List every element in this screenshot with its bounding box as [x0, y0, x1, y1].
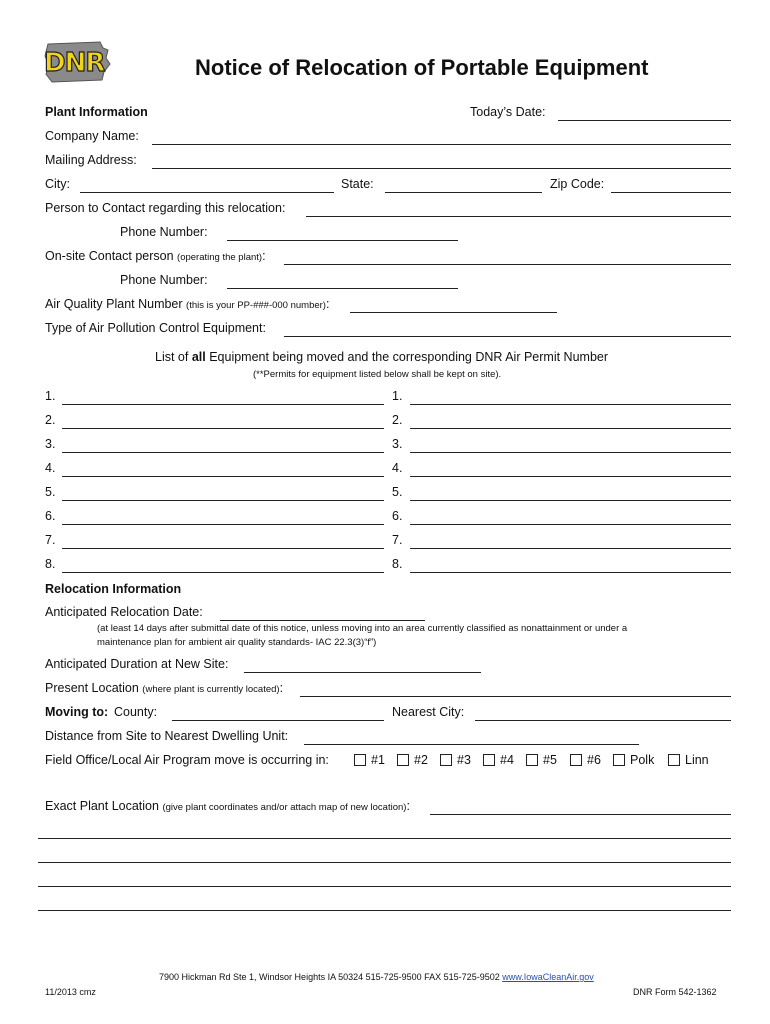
equipment-note: (**Permits for equipment listed below shall be kept on site). — [253, 369, 502, 380]
equipment-right-field-8[interactable] — [410, 572, 731, 573]
equipment-right-field-5[interactable] — [410, 500, 731, 501]
office-checkbox-label-8: Linn — [685, 753, 709, 767]
equipment-left-field-5[interactable] — [62, 500, 384, 501]
exact-location-field[interactable] — [430, 814, 731, 815]
equipment-right-field-7[interactable] — [410, 548, 731, 549]
logo-text: DNR — [44, 48, 105, 78]
office-checkbox-5[interactable] — [526, 754, 538, 766]
present-location-note: (where plant is currently located) — [142, 684, 280, 695]
equipment-left-number-2: 2. — [45, 413, 56, 427]
equipment-right-field-2[interactable] — [410, 428, 731, 429]
onsite-contact-label — [45, 249, 266, 263]
office-checkbox-3[interactable] — [440, 754, 452, 766]
office-checkbox-label-5: #5 — [543, 753, 557, 767]
equipment-left-field-7[interactable] — [62, 548, 384, 549]
equipment-heading-bold: all — [191, 350, 206, 364]
office-checkbox-4[interactable] — [483, 754, 495, 766]
equipment-left-field-8[interactable] — [62, 572, 384, 573]
contact-person-field[interactable] — [306, 216, 731, 217]
mailing-address-field[interactable] — [152, 168, 731, 169]
field-office-label: Field Office/Local Air Program move is occurring in: — [45, 753, 329, 767]
duration-field[interactable] — [244, 672, 481, 673]
county-field[interactable] — [172, 720, 384, 721]
company-name-field[interactable] — [152, 144, 731, 145]
present-location-label — [45, 681, 283, 695]
equipment-left-field-4[interactable] — [62, 476, 384, 477]
office-checkbox-2[interactable] — [397, 754, 409, 766]
phone-number-label: Phone Number: — [120, 225, 208, 239]
equipment-right-number-2: 2. — [392, 413, 403, 427]
onsite-contact-text: On-site Contact person — [45, 249, 174, 263]
equipment-right-field-1[interactable] — [410, 404, 731, 405]
onsite-phone-field[interactable] — [227, 288, 458, 289]
zip-field[interactable] — [611, 192, 731, 193]
office-checkbox-label-6: #6 — [587, 753, 601, 767]
aq-number-label — [45, 297, 329, 311]
equipment-heading-post: Equipment being moved and the corresponding DNR Air Permit Number — [205, 350, 609, 364]
moving-to-label: Moving to: — [45, 705, 109, 719]
equipment-left-number-8: 8. — [45, 557, 56, 571]
equipment-left-number-7: 7. — [45, 533, 56, 547]
date-note-line-2: maintenance plan for ambient air quality standards- IAC 22.3(3)“f”) — [97, 637, 377, 648]
onsite-phone-label: Phone Number: — [120, 273, 208, 287]
exact-location-label — [45, 799, 410, 813]
page-title: Notice of Relocation of Portable Equipment — [195, 55, 649, 80]
dnr-logo — [40, 38, 116, 88]
county-label: County: — [114, 705, 158, 719]
footer-address — [159, 972, 594, 982]
distance-label: Distance from Site to Nearest Dwelling Unit: — [45, 729, 289, 743]
onsite-contact-note: (operating the plant) — [177, 252, 263, 263]
equipment-left-number-5: 5. — [45, 485, 56, 499]
onsite-contact-field[interactable] — [284, 264, 731, 265]
footer-form-number: DNR Form 542-1362 — [633, 987, 717, 997]
equipment-left-number-3: 3. — [45, 437, 56, 451]
exact-location-note: (give plant coordinates and/or attach map of new location) — [162, 802, 407, 813]
equipment-right-field-3[interactable] — [410, 452, 731, 453]
equipment-left-number-4: 4. — [45, 461, 56, 475]
todays-date-field[interactable] — [558, 120, 731, 121]
equipment-right-number-5: 5. — [392, 485, 403, 499]
anticipated-date-field[interactable] — [220, 620, 425, 621]
equipment-right-number-8: 8. — [392, 557, 403, 571]
aq-number-text: Air Quality Plant Number — [45, 297, 183, 311]
office-checkbox-label-4: #4 — [500, 753, 514, 767]
footer-website-link[interactable]: www.IowaCleanAir.gov — [502, 972, 594, 982]
contact-person-label: Person to Contact regarding this relocation: — [45, 201, 286, 215]
todays-date-label: Today’s Date: — [470, 105, 546, 119]
nearest-city-label: Nearest City: — [392, 705, 465, 719]
exact-colon: : — [406, 799, 410, 813]
state-field[interactable] — [385, 192, 542, 193]
equipment-left-number-6: 6. — [45, 509, 56, 523]
aq-number-field[interactable] — [350, 312, 557, 313]
nearest-city-field[interactable] — [475, 720, 731, 721]
office-checkbox-1[interactable] — [354, 754, 366, 766]
state-label: State: — [341, 177, 374, 191]
office-checkbox-label-3: #3 — [457, 753, 471, 767]
equipment-heading-pre: List of — [155, 350, 192, 364]
office-checkbox-7[interactable] — [613, 754, 625, 766]
exact-location-line-5[interactable] — [38, 910, 731, 911]
company-name-label: Company Name: — [45, 129, 139, 143]
equipment-right-number-1: 1. — [392, 389, 403, 403]
zip-label: Zip Code: — [550, 177, 605, 191]
aq-number-note: (this is your PP-###-000 number) — [186, 300, 326, 311]
footer-address-text: 7900 Hickman Rd Ste 1, Windsor Heights IA 50324 515-725-9500 FAX 515-725-9502 — [159, 972, 503, 982]
onsite-colon: : — [262, 249, 266, 263]
footer-revision: 11/2013 cmz — [45, 987, 96, 997]
exact-location-text: Exact Plant Location — [45, 799, 159, 813]
office-checkbox-label-2: #2 — [414, 753, 428, 767]
exact-location-line-2[interactable] — [38, 838, 731, 839]
city-label: City: — [45, 177, 70, 191]
office-checkbox-label-1: #1 — [371, 753, 385, 767]
date-note-line-1: (at least 14 days after submittal date of this notice, unless moving into an area currently classified as nonattainment or under a — [97, 623, 628, 634]
control-equipment-label: Type of Air Pollution Control Equipment: — [45, 321, 266, 335]
relocation-heading: Relocation Information — [45, 582, 182, 596]
equipment-left-field-3[interactable] — [62, 452, 384, 453]
equipment-right-field-6[interactable] — [410, 524, 731, 525]
present-location-text: Present Location — [45, 681, 139, 695]
office-checkbox-6[interactable] — [570, 754, 582, 766]
control-equipment-field[interactable] — [284, 336, 731, 337]
present-location-field[interactable] — [300, 696, 731, 697]
plant-info-heading: Plant Information — [45, 105, 148, 119]
duration-label: Anticipated Duration at New Site: — [45, 657, 229, 671]
aq-colon: : — [325, 297, 330, 311]
anticipated-date-label: Anticipated Relocation Date: — [45, 605, 203, 619]
equipment-heading — [155, 350, 608, 364]
equipment-right-number-4: 4. — [392, 461, 403, 475]
distance-field[interactable] — [304, 744, 639, 745]
exact-location-line-3[interactable] — [38, 862, 731, 863]
exact-location-line-4[interactable] — [38, 886, 731, 887]
phone-number-field[interactable] — [227, 240, 458, 241]
office-checkbox-8[interactable] — [668, 754, 680, 766]
city-field[interactable] — [80, 192, 334, 193]
office-checkbox-label-7: Polk — [630, 753, 655, 767]
equipment-right-number-7: 7. — [392, 533, 403, 547]
present-colon: : — [279, 681, 284, 695]
equipment-right-field-4[interactable] — [410, 476, 731, 477]
equipment-left-number-1: 1. — [45, 389, 56, 403]
equipment-left-field-6[interactable] — [62, 524, 384, 525]
equipment-left-field-1[interactable] — [62, 404, 384, 405]
equipment-left-field-2[interactable] — [62, 428, 384, 429]
mailing-address-label: Mailing Address: — [45, 153, 137, 167]
equipment-right-number-3: 3. — [392, 437, 403, 451]
equipment-right-number-6: 6. — [392, 509, 403, 523]
